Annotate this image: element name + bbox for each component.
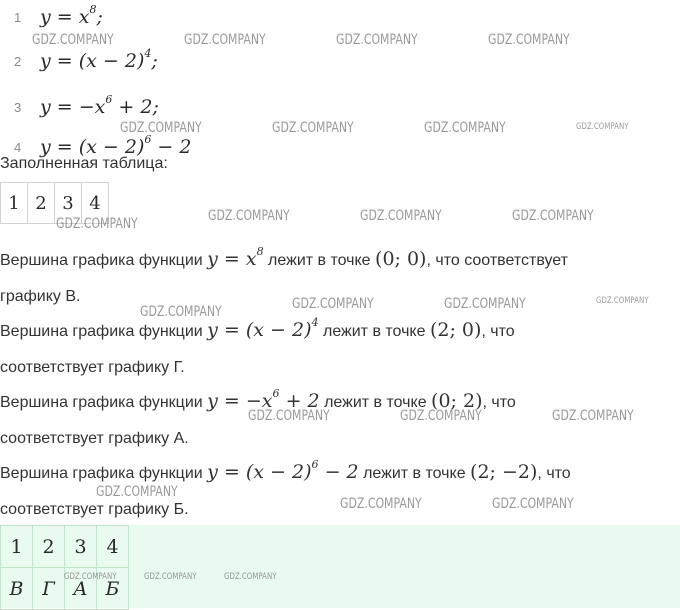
paragraph-line: Вершина графика функции $y = x^8$ лежит в точке (0; 0), что соответствует <box>0 244 568 270</box>
paragraph-line: Вершина графика функции $y = -x^6 + 2$ лежит в точке (0; 2), что <box>0 386 516 412</box>
answer-header-cell: 3 <box>65 526 97 568</box>
watermark: GDZ.COMPANY <box>360 208 442 224</box>
equation-index: 4 <box>14 140 22 155</box>
table-header-cell: 3 <box>55 183 82 224</box>
equation-expression: $y = x^8$; <box>40 2 103 28</box>
equation-index: 2 <box>14 54 22 69</box>
table-header-cell: 1 <box>1 183 28 224</box>
watermark: GDZ.COMPANY <box>596 296 649 306</box>
watermark: GDZ.COMPANY <box>96 484 178 500</box>
watermark: GDZ.COMPANY <box>512 208 594 224</box>
table-header-cell: 4 <box>82 183 109 224</box>
watermark: GDZ.COMPANY <box>272 120 354 136</box>
equation-index: 1 <box>14 10 22 25</box>
watermark: GDZ.COMPANY <box>576 122 629 132</box>
equation-expression: $y = (x - 2)^4$; <box>40 46 158 72</box>
paragraph-line: графику В. <box>0 288 81 305</box>
watermark: GDZ.COMPANY <box>340 496 422 512</box>
watermark: GDZ.COMPANY <box>208 208 290 224</box>
answer-header-cell: 4 <box>97 526 129 568</box>
watermark: GDZ.COMPANY <box>552 408 634 424</box>
watermark: GDZ.COMPANY <box>184 32 266 48</box>
equation-expression: $y = (x - 2)^6 - 2$ <box>40 132 192 158</box>
paragraph-line: Вершина графика функции $y = (x - 2)^4$ лежит в точке (2; 0), что <box>0 315 515 341</box>
filled-table-label: Заполненная таблица: <box>0 155 168 172</box>
watermark: GDZ.COMPANY <box>488 32 570 48</box>
answer-cell: Г <box>33 568 65 610</box>
answer-cell: А <box>65 568 97 610</box>
watermark: GDZ.COMPANY <box>224 572 277 582</box>
paragraph-line: соответствует графику Б. <box>0 501 189 518</box>
explanation-paragraph <box>0 454 571 528</box>
paragraph-line: соответствует графику А. <box>0 430 189 447</box>
equation-expression: $y = -x^6 + 2$; <box>40 92 159 118</box>
watermark: GDZ.COMPANY <box>336 32 418 48</box>
watermark: GDZ.COMPANY <box>144 572 197 582</box>
watermark: GDZ.COMPANY <box>32 32 114 48</box>
watermark: GDZ.COMPANY <box>120 120 202 136</box>
watermark: GDZ.COMPANY <box>140 304 222 320</box>
explanation-paragraph <box>0 312 515 386</box>
paragraph-line: Вершина графика функции $y = (x - 2)^6 - 2$ лежит в точке (2; −2), что <box>0 457 571 483</box>
answer-header-cell: 1 <box>1 526 33 568</box>
watermark: GDZ.COMPANY <box>424 120 506 136</box>
watermark: GDZ.COMPANY <box>400 408 482 424</box>
equation-index: 3 <box>14 100 22 115</box>
answer-table <box>0 525 129 610</box>
watermark: GDZ.COMPANY <box>444 296 526 312</box>
answer-table-block <box>0 525 680 608</box>
watermark: GDZ.COMPANY <box>56 216 138 232</box>
watermark: GDZ.COMPANY <box>292 296 374 312</box>
answer-header-cell: 2 <box>33 526 65 568</box>
answer-cell: Б <box>97 568 129 610</box>
watermark: GDZ.COMPANY <box>492 496 574 512</box>
watermark: GDZ.COMPANY <box>248 408 330 424</box>
table-header-cell: 2 <box>28 183 55 224</box>
paragraph-line: соответствует графику Г. <box>0 359 185 376</box>
watermark: GDZ.COMPANY <box>64 572 117 582</box>
answer-cell: В <box>1 568 33 610</box>
